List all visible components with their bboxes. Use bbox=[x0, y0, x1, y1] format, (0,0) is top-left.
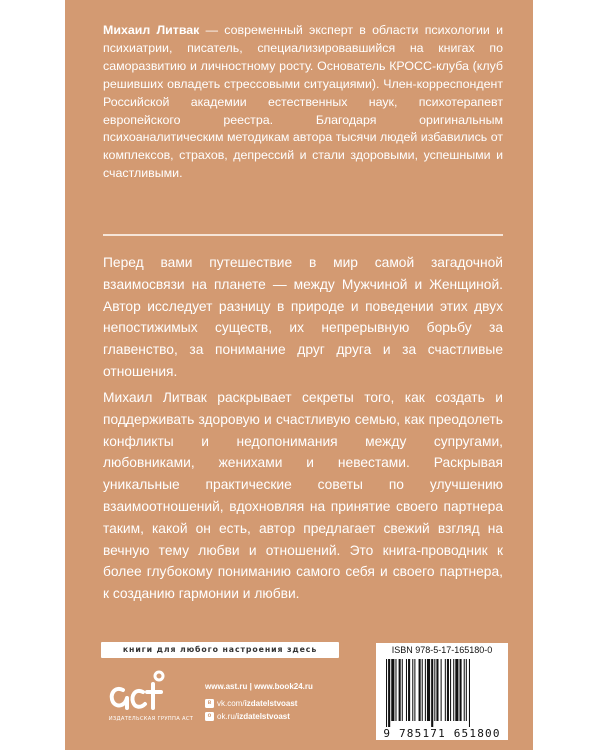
author-bio bbox=[103, 22, 503, 183]
vk-prefix: vk.com/ bbox=[217, 699, 245, 708]
vk-icon: в bbox=[205, 699, 214, 708]
vk-link[interactable] bbox=[205, 699, 297, 708]
vk-handle: izdatelstvoast bbox=[244, 699, 298, 708]
author-bio-text: — современный эксперт в области психологии и психиатрии, писатель, специализировавшийся на книгах по саморазвитию и личностному росту. Основатель КРОСС-клуба (клуб решивших овладеть стрессовыми ситуациями). Член-корреспондент Российской академии естественных наук, психотерапевт европейского реестра. Благодаря оригинальным психоаналитическим методикам автора тысячи людей избавились от комплексов, страхов, депрессий и стали здоровыми, успешными и счастливыми. bbox=[103, 23, 503, 181]
ok-link[interactable] bbox=[205, 712, 290, 721]
description-paragraph-1: Перед вами путешествие в мир самой загадочной взаимосвязи на планете — между Мужчиной и Женщиной. Автор исследует разницу в природе и поведении этих двух непостижимых существ, их непрерывную борьбу за главенство, за понимание друг друга и за счастливые отношения. bbox=[103, 255, 503, 379]
barcode-graphic bbox=[384, 659, 502, 729]
publisher-logo bbox=[105, 662, 169, 742]
description-paragraph-2: Михаил Литвак раскрывает секреты того, как создать и поддерживать здоровую и счастливую семью, как преодолеть конфликты и недопонимания между супругами, любовниками, женихами и невестами. Раскрывая уникальные практические советы по улучшению взаимоотношений, вдохновляя на принятие своего партнера таким, какой он есть, автор предлагает свежий взгляд на вечную тему любви и отношений. Это книга-проводник к более глубокому пониманию самого себя и своего партнера, к созданию гармонии и любви. bbox=[103, 390, 503, 602]
ok-prefix: ok.ru/ bbox=[217, 712, 238, 721]
publisher-websites[interactable]: www.ast.ru | www.book24.ru bbox=[205, 682, 313, 691]
divider bbox=[103, 234, 503, 236]
publisher-caption: ИЗДАТЕЛЬСКАЯ ГРУППА АСТ bbox=[108, 716, 194, 722]
ok-handle: izdatelstvoast bbox=[237, 712, 290, 721]
barcode-digits: 9 785171 651800 bbox=[383, 727, 501, 740]
isbn-label: ISBN 978-5-17-165180-0 bbox=[391, 645, 493, 655]
book-back-cover bbox=[65, 0, 533, 750]
author-name: Михаил Литвак bbox=[103, 23, 200, 37]
tagline-banner: книги для любого настроения здесь bbox=[101, 642, 339, 658]
isbn-barcode-block bbox=[376, 643, 508, 740]
ok-icon: о bbox=[205, 712, 214, 721]
